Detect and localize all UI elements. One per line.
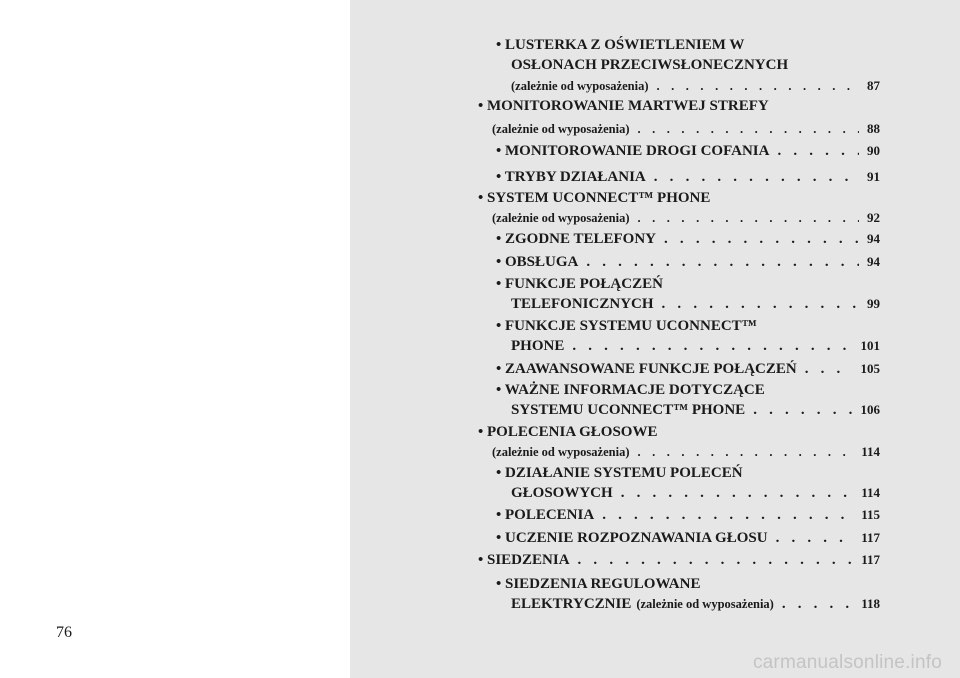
page-ref: 88 — [867, 121, 880, 136]
page-ref: 94 — [867, 254, 880, 269]
toc-line: • WAŻNE INFORMACJE DOTYCZĄCE — [496, 382, 765, 398]
page-ref: 114 — [861, 444, 880, 459]
watermark: carmanualsonline.info — [752, 652, 942, 673]
page-ref: 90 — [867, 143, 880, 158]
page-ref: 118 — [861, 596, 880, 611]
toc-entry[interactable]: (zależnie od wyposażenia) . . . 92 — [350, 210, 960, 226]
toc-entry[interactable]: • OBSŁUGA . . . 94 — [350, 254, 960, 271]
toc-entry[interactable]: GŁOSOWYCH . . . 114 — [350, 485, 960, 502]
toc-line: • FUNKCJE SYSTEMU UCONNECT™ — [496, 318, 757, 334]
dot-leader — [637, 445, 853, 460]
toc-entry[interactable]: • TRYBY DZIAŁANIA . . . 91 — [350, 169, 960, 186]
dot-leader — [656, 79, 859, 94]
toc-line: • MONITOROWANIE MARTWEJ STREFY — [478, 98, 769, 114]
page-ref: 87 — [867, 78, 880, 93]
left-page — [0, 0, 350, 678]
toc-entry[interactable]: TELEFONICZNYCH . . . 99 — [350, 296, 960, 313]
dot-leader — [777, 143, 859, 160]
page-ref: 94 — [867, 231, 880, 246]
toc-line: • POLECENIA GŁOSOWE — [478, 424, 658, 440]
dot-leader — [664, 231, 859, 248]
dot-leader — [654, 169, 859, 186]
page-ref: 92 — [867, 210, 880, 225]
toc-line: • SYSTEM UCONNECT™ PHONE — [478, 190, 711, 206]
page-ref: 117 — [861, 530, 880, 545]
dot-leader — [572, 338, 852, 355]
toc-line: • FUNKCJE POŁĄCZEŃ — [496, 276, 663, 292]
toc-line: • SIEDZENIA REGULOWANE — [496, 576, 701, 592]
page-ref: 91 — [867, 169, 880, 184]
toc-entry[interactable]: (zależnie od wyposażenia) . . . 88 — [350, 121, 960, 137]
page-number: 76 — [56, 624, 72, 641]
right-page — [350, 0, 960, 678]
dot-leader — [753, 402, 852, 419]
page-ref: 117 — [861, 552, 880, 567]
page-ref: 115 — [861, 507, 880, 522]
toc-entry[interactable]: • SIEDZENIA . . . 117 — [350, 552, 960, 569]
dot-leader — [637, 122, 859, 137]
toc-entry[interactable]: • ZAAWANSOWANE FUNKCJE POŁĄCZEŃ . . . 105 — [350, 361, 960, 378]
toc-entry[interactable]: • ZGODNE TELEFONY . . . 94 — [350, 231, 960, 248]
dot-leader — [805, 361, 853, 378]
dot-leader — [637, 211, 859, 226]
page-ref: 106 — [860, 402, 880, 417]
toc-entry[interactable]: SYSTEMU UCONNECT™ PHONE . . . 106 — [350, 402, 960, 419]
toc-line: • DZIAŁANIE SYSTEMU POLECEŃ — [496, 465, 743, 481]
toc-entry[interactable]: • POLECENIA . . . 115 — [350, 507, 960, 524]
dot-leader — [586, 254, 859, 271]
dot-leader — [578, 552, 854, 569]
toc-entry[interactable]: PHONE . . . 101 — [350, 338, 960, 355]
toc-entry[interactable]: (zależnie od wyposażenia) . . . 114 — [350, 444, 960, 460]
dot-leader — [621, 485, 854, 502]
page-ref: 101 — [860, 338, 880, 353]
toc-entry[interactable]: • MONITOROWANIE DROGI COFANIA . . . 90 — [350, 143, 960, 160]
toc-entry[interactable]: • UCZENIE ROZPOZNAWANIA GŁOSU . . . 117 — [350, 530, 960, 547]
dot-leader — [782, 596, 853, 613]
page-ref: 114 — [861, 485, 880, 500]
table-of-contents — [350, 0, 960, 678]
page-ref: 105 — [860, 361, 880, 376]
dot-leader — [602, 507, 853, 524]
dot-leader — [662, 296, 859, 313]
toc-line: • LUSTERKA Z OŚWIETLENIEM W — [496, 37, 745, 53]
page-ref: 99 — [867, 296, 880, 311]
toc-entry[interactable]: ELEKTRYCZNIE (zależnie od wyposażenia) . . . 118 — [350, 596, 960, 613]
toc-entry[interactable]: (zależnie od wyposażenia) . . . 87 — [350, 78, 960, 94]
toc-line: OSŁONACH PRZECIWSŁONECZNYCH — [511, 57, 789, 73]
dot-leader — [776, 530, 854, 547]
